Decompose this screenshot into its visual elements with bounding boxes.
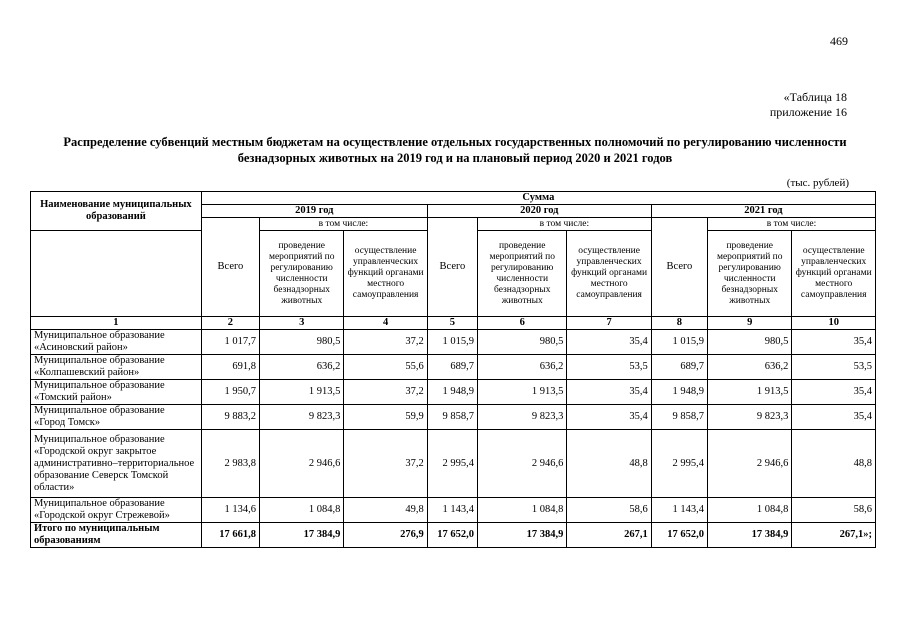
cell-value: 35,4 xyxy=(567,405,651,430)
total-value: 17 652,0 xyxy=(427,523,477,548)
cell-value: 1 948,9 xyxy=(427,380,477,405)
cell-value: 2 995,4 xyxy=(651,430,707,498)
table-row xyxy=(31,498,876,523)
table-row xyxy=(31,380,876,405)
header-including-2021: в том числе: xyxy=(708,218,876,231)
cell-value: 980,5 xyxy=(260,330,344,355)
cell-value: 49,8 xyxy=(344,498,427,523)
caption-table-number: «Таблица 18 xyxy=(783,90,847,104)
column-index: 10 xyxy=(792,317,876,330)
cell-value: 980,5 xyxy=(478,330,567,355)
cell-value: 1 084,8 xyxy=(708,498,792,523)
header-year-2021: 2021 год xyxy=(651,205,875,218)
cell-value: 1 084,8 xyxy=(478,498,567,523)
table-row xyxy=(31,355,876,380)
cell-value: 35,4 xyxy=(567,330,651,355)
document-title: Распределение субвенций местным бюджетам на осуществление отдельных государственных полномочий по регулированию численности безнадзорных животных на 2019 год и на плановый период 2020 и 2021 годов xyxy=(63,135,847,165)
column-index: 1 xyxy=(31,317,202,330)
cell-value: 1 948,9 xyxy=(651,380,707,405)
header-year-2020: 2020 год xyxy=(427,205,651,218)
header-year-2019: 2019 год xyxy=(201,205,427,218)
cell-value: 1 015,9 xyxy=(427,330,477,355)
cell-value: 9 823,3 xyxy=(260,405,344,430)
caption-appendix: приложение 16 xyxy=(769,105,847,119)
cell-value: 9 883,2 xyxy=(201,405,259,430)
header-total-2020: Всего xyxy=(427,218,477,317)
cell-value: 1 913,5 xyxy=(478,380,567,405)
cell-value: 636,2 xyxy=(260,355,344,380)
cell-value: 9 858,7 xyxy=(651,405,707,430)
cell-value: 59,9 xyxy=(344,405,427,430)
cell-value: 689,7 xyxy=(427,355,477,380)
cell-value: 53,5 xyxy=(792,355,876,380)
column-index: 7 xyxy=(567,317,651,330)
header-sub-measures-2021: проведение мероприятий по регулированию численности безнадзорных животных xyxy=(708,231,792,317)
header-total-2021: Всего xyxy=(651,218,707,317)
total-value: 17 661,8 xyxy=(201,523,259,548)
table-row xyxy=(31,430,876,498)
cell-value: 58,6 xyxy=(792,498,876,523)
header-name: Наименование муниципальных образований xyxy=(31,192,202,231)
cell-value: 9 858,7 xyxy=(427,405,477,430)
row-name: Муниципальное образование «Городской округ закрытое административно–территориальное образование Северск Томской области» xyxy=(31,430,202,498)
table-caption xyxy=(700,90,847,120)
header-sub-admin-2021: осуществление управленческих функций органами местного самоуправления xyxy=(792,231,876,317)
cell-value: 980,5 xyxy=(708,330,792,355)
cell-value: 35,4 xyxy=(567,380,651,405)
cell-value: 1 134,6 xyxy=(201,498,259,523)
cell-value: 2 946,6 xyxy=(708,430,792,498)
cell-value: 1 015,9 xyxy=(651,330,707,355)
row-name: Муниципальное образование «Городской округ Стрежевой» xyxy=(31,498,202,523)
cell-value: 2 983,8 xyxy=(201,430,259,498)
cell-value: 1 017,7 xyxy=(201,330,259,355)
cell-value: 636,2 xyxy=(478,355,567,380)
cell-value: 1 950,7 xyxy=(201,380,259,405)
cell-value: 48,8 xyxy=(792,430,876,498)
header-sum: Сумма xyxy=(201,192,875,205)
column-index: 9 xyxy=(708,317,792,330)
column-index: 4 xyxy=(344,317,427,330)
cell-value: 1 913,5 xyxy=(708,380,792,405)
row-name: Муниципальное образование «Колпашевский район» xyxy=(31,355,202,380)
cell-value: 48,8 xyxy=(567,430,651,498)
total-row xyxy=(31,523,876,548)
cell-value: 1 084,8 xyxy=(260,498,344,523)
total-value: 17 652,0 xyxy=(651,523,707,548)
cell-value: 1 913,5 xyxy=(260,380,344,405)
total-value: 267,1»; xyxy=(792,523,876,548)
cell-value: 691,8 xyxy=(201,355,259,380)
header-total-2019: Всего xyxy=(201,218,259,317)
total-value: 276,9 xyxy=(344,523,427,548)
total-value: 267,1 xyxy=(567,523,651,548)
column-index: 8 xyxy=(651,317,707,330)
page-number: 469 xyxy=(830,34,848,48)
cell-value: 2 946,6 xyxy=(260,430,344,498)
cell-value: 9 823,3 xyxy=(708,405,792,430)
column-index: 5 xyxy=(427,317,477,330)
row-name: Муниципальное образование «Асиновский район» xyxy=(31,330,202,355)
cell-value: 9 823,3 xyxy=(478,405,567,430)
cell-value: 636,2 xyxy=(708,355,792,380)
cell-value: 53,5 xyxy=(567,355,651,380)
total-value: 17 384,9 xyxy=(708,523,792,548)
cell-value: 58,6 xyxy=(567,498,651,523)
header-including-2019: в том числе: xyxy=(260,218,428,231)
column-index: 3 xyxy=(260,317,344,330)
units-label: (тыс. рублей) xyxy=(786,177,849,189)
table-row xyxy=(31,330,876,355)
cell-value: 35,4 xyxy=(792,380,876,405)
column-index: 2 xyxy=(201,317,259,330)
total-row-name: Итого по муниципальным образованиям xyxy=(31,523,202,548)
cell-value: 1 143,4 xyxy=(651,498,707,523)
column-index-row xyxy=(31,317,876,330)
cell-value: 1 143,4 xyxy=(427,498,477,523)
cell-value: 689,7 xyxy=(651,355,707,380)
cell-value: 55,6 xyxy=(344,355,427,380)
cell-value: 37,2 xyxy=(344,330,427,355)
cell-value: 2 946,6 xyxy=(478,430,567,498)
header-sub-measures-2020: проведение мероприятий по регулированию численности безнадзорных животных xyxy=(478,231,567,317)
subvention-table xyxy=(30,191,876,548)
cell-value: 37,2 xyxy=(344,430,427,498)
header-sub-admin-2020: осуществление управленческих функций органами местного самоуправления xyxy=(567,231,651,317)
cell-value: 2 995,4 xyxy=(427,430,477,498)
cell-value: 37,2 xyxy=(344,380,427,405)
header-including-2020: в том числе: xyxy=(478,218,652,231)
header-sub-admin-2019: осуществление управленческих функций органами местного самоуправления xyxy=(344,231,427,317)
total-value: 17 384,9 xyxy=(260,523,344,548)
row-name: Муниципальное образование «Город Томск» xyxy=(31,405,202,430)
cell-value: 35,4 xyxy=(792,330,876,355)
table-row xyxy=(31,405,876,430)
header-sub-measures-2019: проведение мероприятий по регулированию численности безнадзорных животных xyxy=(260,231,344,317)
cell-value: 35,4 xyxy=(792,405,876,430)
row-name: Муниципальное образование «Томский район» xyxy=(31,380,202,405)
column-index: 6 xyxy=(478,317,567,330)
total-value: 17 384,9 xyxy=(478,523,567,548)
